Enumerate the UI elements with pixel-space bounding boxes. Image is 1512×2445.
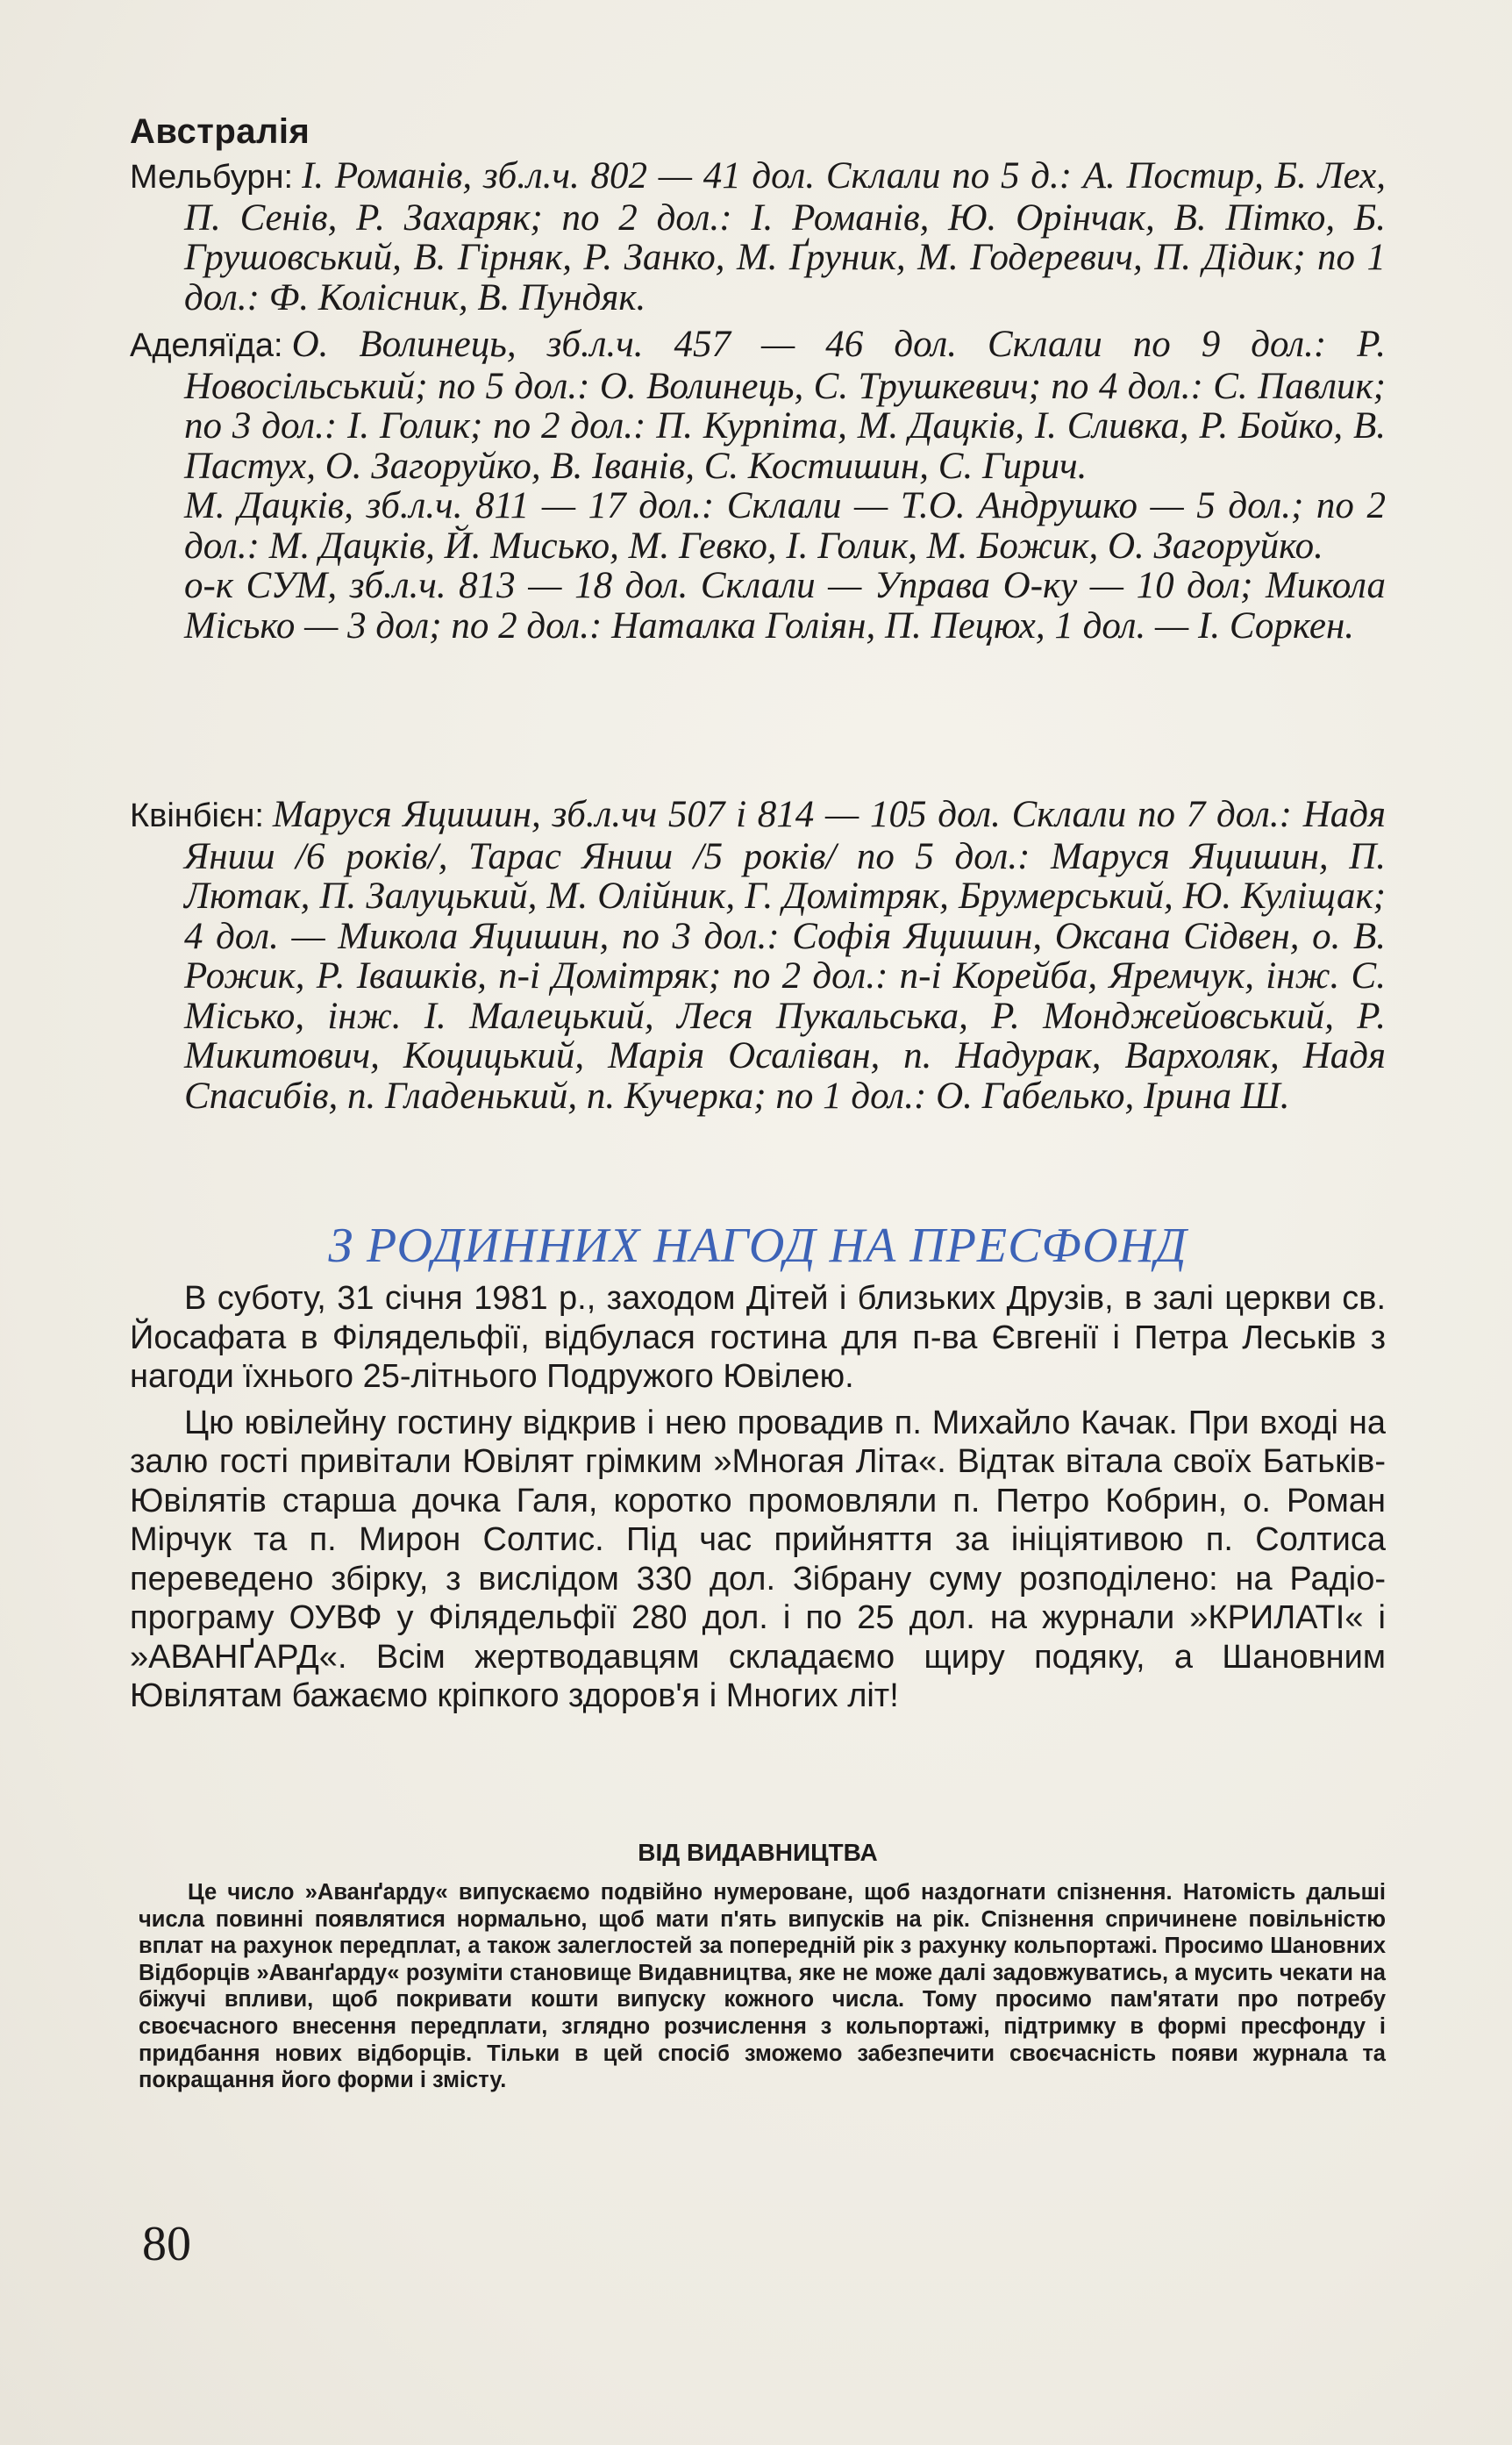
entry-label: Квінбієн: [130,797,264,834]
publisher-note-title: ВІД ВИДАВНИЦТВА [638,1839,878,1866]
family-events-body [130,1279,1386,1716]
entry-melbourne [130,156,1386,318]
entry-text: І. Романів, зб.л.ч. 802 — 41 дол. Склали по 5 д.: А. Постир, Б. Лех, П. Сенів, Р. Захаряк; по 2 дол.: І. Романів, Ю. Орінчак, В. Пітко, Б. Грушовський, В. Гірняк, Р. Занко, М. Ґруник, М. Годеревич, П. Дідик; по 1 дол.: Ф. Колісник, В. Пундяк. [184,155,1386,318]
entry-queanbeyan [130,795,1386,1116]
section-heading: Австралія [130,112,310,151]
family-events-paragraph: В суботу, 31 січня 1981 р., заходом Дітей і близьких Друзів, в залі церкви св. Йосафата в Філядельфії, відбулася гостина для п-ва Євгенії і Петра Леськів з нагоди їхнього 25-літнього Подружого Ювілею. [130,1280,1386,1395]
entry-label: Мельбурн: [130,159,294,196]
entry-text: Маруся Яцишин, зб.л.чч 507 і 814 — 105 дол. Склали по 7 дол.: Надя Яниш /6 років/, Тарас Яниш /5 років/ по 5 дол.: Маруся Яцишин, П. Лютак, П. Залуцький, М. Олійник, Г. Домітряк, Брумерський, Ю. Куліщак; 4 дол. — Микола Яцишин, по 3 дол.: Софія Яцишин, Оксана Сідвен, о. В. Рожик, Р. Івашків, п-і Домітряк; по 2 дол.: п-і Корейба, Яремчук, інж. С. Місько, інж. І. Малецький, Леся Пукальська, Р. Монджейовський, Р. Микитович, Коцицький, Марія Осаліван, п. Надурак, Вархоляк, Надя Спасибів, п. Гладенький, п. Кучерка; по 1 дол.: О. Габелько, Ірина Ш. [184,794,1386,1117]
entry-adelaide [130,325,1386,646]
entry-text: О. Волинець, зб.л.ч. 457 — 46 дол. Склали по 9 дол.: Р. Новосільський; по 5 дол.: О. Волинець, С. Трушкевич; по 4 дол.: С. Павлик; по 3 дол.: І. Голик; по 2 дол.: П. Курпіта, М. Дацків, І. Сливка, Р. Бойко, В. Пастух, О. Загоруйко, В. Іванів, С. Костишин, С. Гирич. [184,324,1386,487]
page-number: 80 [142,2217,191,2271]
family-events-paragraph: Цю ювілейну гостину відкрив і нею провадив п. Михайло Качак. При вході на залю гості привітали Ювілят грімким »Многая Літа«. Відтак вітала своїх Батьків-Ювілятів старша дочка Галя, коротко промовляли п. Петро Кобрин, о. Роман Мірчук та п. Мирон Солтис. Під час прийняття за ініціятивою п. Солтиса переведено збірку, з вислідом 330 дол. Зібрану суму розподілено: на Радіо-програму ОУВФ у Філядельфії 280 дол. і по 25 дол. на журнали »КРИЛАТІ« і »АВАНҐАРД«. Всім жертводавцям складаємо щиру подяку, а Шановним Ювілятам бажаємо кріпкого здоров'я і Многих літ! [130,1404,1386,1714]
entry-label: Аделяїда: [130,327,283,364]
publisher-note [139,1879,1386,2094]
publisher-note-text: Це число »Аванґарду« випускаємо подвійно нумероване, щоб наздогнати спізнення. Натомість дальші числа повинні появлятися нормально, щоб мати п'ять випусків на рік. Спізнення спричинене повільністю вплат на рахунок передплат, а також залеглостей за попередній рік з рахунку кольпортажі. Просимо Шановних Відборців »Аванґарду« розуміти становище Видавництва, яке не може далі задовжуватись, а мусить чекати на біжучі впливи, щоб покривати кошти випуску кожного числа. Тому просимо пам'ятати про потребу своєчасного внесення передплати, зглядно розчислення з кольпортажі, підтримку в формі пресфонду і придбання нових відборців. Тільки в цей спосіб зможемо забезпечити своєчасність появи журнала та покращання його форми і змісту. [139,1880,1386,2093]
family-events-title: З РОДИННИХ НАГОД НА ПРЕСФОНД [328,1219,1187,1273]
entry-subparagraph: о-к СУМ, зб.л.ч. 813 — 18 дол. Склали — Управа О-ку — 10 дол; Микола Місько — 3 дол; по 2 дол.: Наталка Голіян, П. Пецюх, 1 дол. — І. Соркен. [184,565,1386,647]
entry-subparagraph: М. Дацків, зб.л.ч. 811 — 17 дол.: Склали — Т.О. Андрушко — 5 дол.; по 2 дол.: М. Дацків, Й. Мисько, М. Гевко, І. Голик, М. Божик, О. Загоруйко. [184,485,1386,567]
